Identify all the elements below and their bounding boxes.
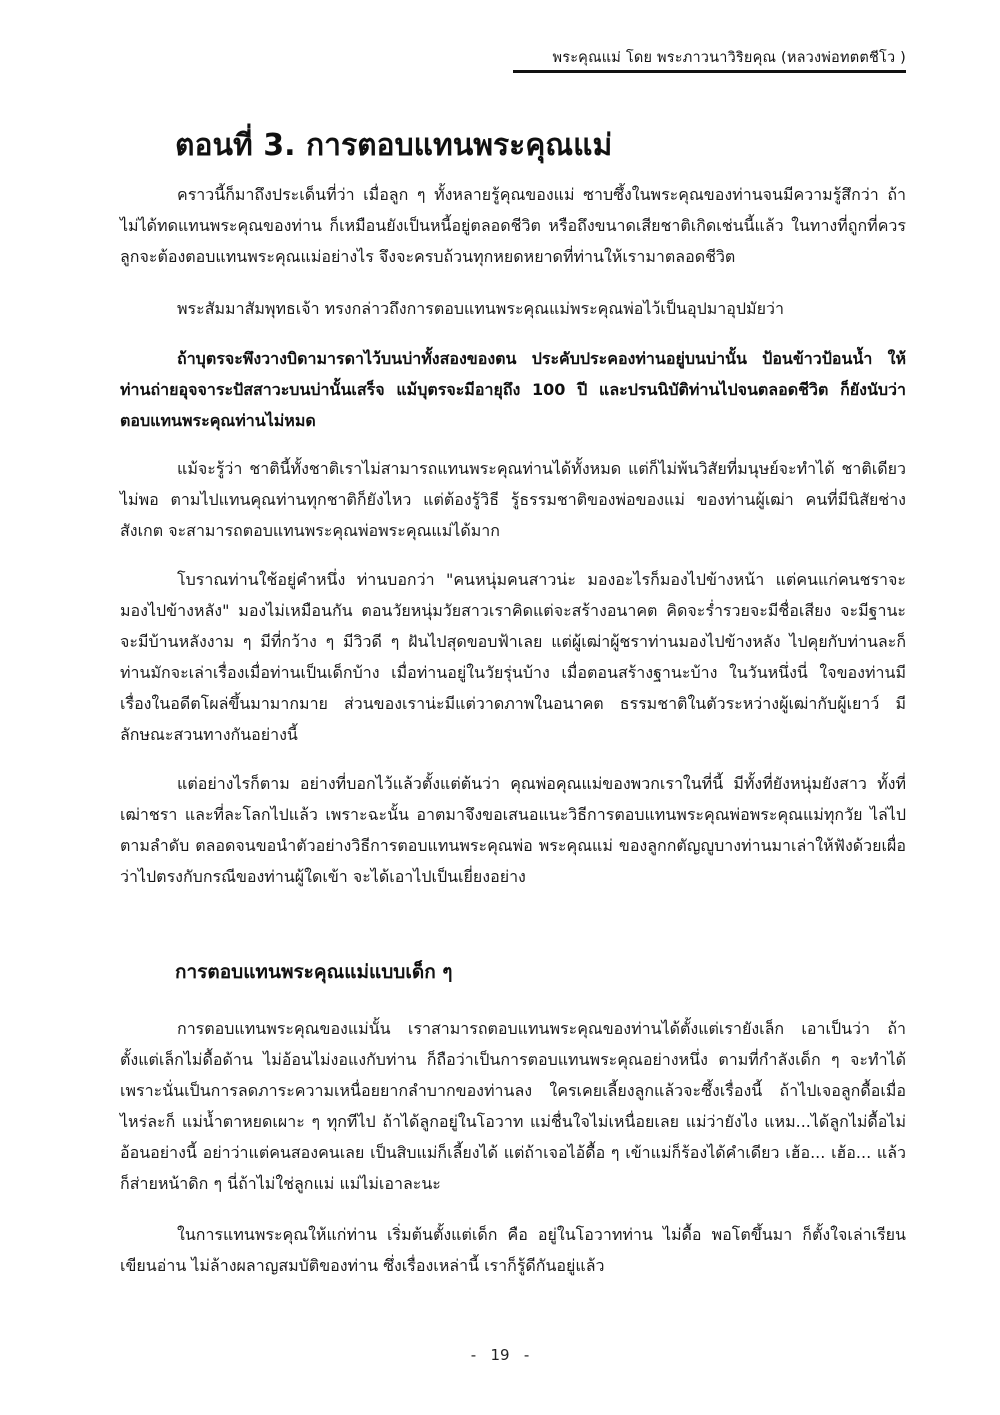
- section-paragraph-childhood: การตอบแทนพระคุณของแม่นั้น เราสามารถตอบแทนพระคุณของท่านได้ตั้งแต่เรายังเล็ก เอาเป็นว่า ถ้าตั้งแต่เล็กไม่ดื้อด้าน ไม่อ้อนไม่งอแงกับท่าน ก็ถือว่าเป็นการตอบแทนพระคุณอย่างหนึ่ง ตามที่กำลังเด็ก ๆ จะทำได้ เพราะนั่นเป็นการลดภาระความเหนื่อยยากลำบากของท่านลง ใครเคยเลี้ยงลูกแล้วจะซึ้งเรื่องนี้ ถ้าไปเจอลูกดื้อเมื่อไหร่ละก็ แม่น้ำตาหยดเผาะ ๆ ทุกทีไป ถ้าได้ลูกอยู่ในโอวาท แม่ชื่นใจไม่เหนื่อยเลย แม่ว่ายังไง แหม...ได้ลูกไม่ดื้อไม่อ้อนอย่างนี้ อย่าว่าแต่คนสองคนเลย เป็นสิบแม่ก็เลี้ยงได้ แต่ถ้าเจอไอ้ดื้อ ๆ เข้าแม่ก็ร้องได้คำเดียว เฮ้อ... เฮ้อ... แล้วก็ส่ายหน้าดิก ๆ นี่ถ้าไม่ใช่ลูกแม่ แม่ไม่เอาละนะ: [120, 1019, 906, 1193]
- header-rule: [513, 70, 906, 73]
- paragraph-old-young: โบราณท่านใช้อยู่คำหนึ่ง ท่านบอกว่า "คนหนุ่มคนสาวน่ะ มองอะไรก็มองไปข้างหน้า แต่คนแก่คนชราจะมองไปข้างหลัง" มองไม่เหมือนกัน ตอนวัยหนุ่มวัยสาวเราคิดแต่จะสร้างอนาคต คิดจะร่ำรวยจะมีชื่อเสียง จะมีฐานะ จะมีบ้านหลังงาม ๆ มีที่กว้าง ๆ มีวิวดี ๆ ฝันไปสุดขอบฟ้าเลย แต่ผู้เฒ่าผู้ชราท่านมองไปข้างหลัง ไปคุยกับท่านละก็ ท่านมักจะเล่าเรื่องเมื่อท่านเป็นเด็กบ้าง เมื่อท่านอยู่ในวัยรุ่นบ้าง เมื่อตอนสร้างฐานะบ้าง ในวันหนึ่งนี่ ใจของท่านมีเรื่องในอดีตโผล่ขึ้นมามากมาย ส่วนของเราน่ะมีแต่วาดภาพในอนาคต ธรรมชาติในตัวระหว่างผู้เฒ่ากับผู้เยาว์ มีลักษณะสวนทางกันอย่างนี้: [120, 570, 906, 744]
- paragraph-nature: แม้จะรู้ว่า ชาตินี้ทั้งชาติเราไม่สามารถแทนพระคุณท่านได้ทั้งหมด แต่ก็ไม่พ้นวิสัยที่มนุษย์จะทำได้ ชาติเดียวไม่พอ ตามไปแทนคุณท่านทุกชาติก็ยังไหว แต่ต้องรู้วิธี รู้ธรรมชาติของพ่อของแม่ ของท่านผู้เฒ่า คนที่มีนิสัยช่างสังเกต จะสามารถตอบแทนพระคุณพ่อพระคุณแม่ได้มาก: [120, 459, 906, 540]
- page-number: - 19 -: [470, 1346, 530, 1364]
- section-heading: การตอบแทนพระคุณแม่แบบเด็ก ๆ: [175, 961, 453, 983]
- chapter-title: ตอนที่ 3. การตอบแทนพระคุณแม่: [175, 128, 613, 163]
- paragraph-intro: คราวนี้ก็มาถึงประเด็นที่ว่า เมื่อลูก ๆ ทั้งหลายรู้คุณของแม่ ซาบซึ้งในพระคุณของท่านจนมีความรู้สึกว่า ถ้าไม่ได้ทดแทนพระคุณของท่าน ก็เหมือนยังเป็นหนี้อยู่ตลอดชีวิต หรือถึงขนาดเสียชาติเกิดเช่นนี้แล้ว ในทางที่ถูกที่ควร ลูกจะต้องตอบแทนพระคุณแม่อย่างไร จึงจะครบถ้วนทุกหยดหยาดที่ท่านให้เรามาตลอดชีวิต: [120, 185, 906, 266]
- paragraph-quote-bold: ถ้าบุตรจะพึงวางบิดามารดาไว้บนบ่าทั้งสองของตน ประคับประคองท่านอยู่บนบ่านั้น ป้อนข้าวป้อนน้ำ ให้ท่านถ่ายอุจจาระปัสสาวะบนบ่านั้นเสร็จ แม้บุตรจะมีอายุถึง 100 ปี และปรนนิบัติท่านไปจนตลอดชีวิต ก็ยังนับว่าตอบแทนพระคุณท่านไม่หมด: [120, 349, 906, 430]
- section-paragraph-obedience: ในการแทนพระคุณให้แก่ท่าน เริ่มต้นตั้งแต่เด็ก คือ อยู่ในโอวาทท่าน ไม่ดื้อ พอโตขึ้นมา ก็ตั้งใจเล่าเรียนเขียนอ่าน ไม่ล้างผลาญสมบัติของท่าน ซึ่งเรื่องเหล่านี้ เราก็รู้ดีกันอยู่แล้ว: [120, 1225, 906, 1275]
- paragraph-buddha-saying: พระสัมมาสัมพุทธเจ้า ทรงกล่าวถึงการตอบแทนพระคุณแม่พระคุณพ่อไว้เป็นอุปมาอุปมัยว่า: [177, 299, 784, 318]
- paragraph-methods: แต่อย่างไรก็ตาม อย่างที่บอกไว้แล้วตั้งแต่ต้นว่า คุณพ่อคุณแม่ของพวกเราในที่นี้ มีทั้งที่ยังหนุ่มยังสาว ทั้งที่เฒ่าชรา และที่ละโลกไปแล้ว เพราะฉะนั้น อาตมาจึงขอเสนอแนะวิธีการตอบแทนพระคุณพ่อพระคุณแม่ทุกวัย ไล่ไปตามลำดับ ตลอดจนขอนำตัวอย่างวิธีการตอบแทนพระคุณพ่อ พระคุณแม่ ของลูกกตัญญูบางท่านมาเล่าให้ฟังด้วยเผื่อว่าไปตรงกับกรณีของท่านผู้ใดเข้า จะได้เอาไปเป็นเยี่ยงอย่าง: [120, 774, 906, 886]
- running-header: พระคุณแม่ โดย พระภาวนาวิริยคุณ (หลวงพ่อทตตชีโว ): [552, 50, 906, 66]
